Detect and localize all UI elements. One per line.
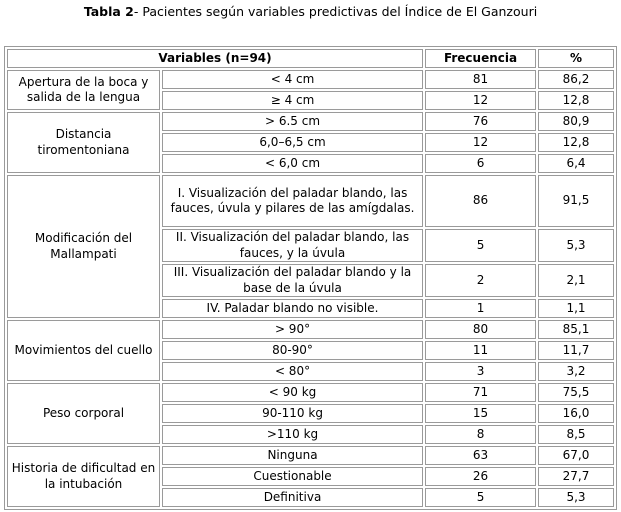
header-percent: %: [538, 49, 614, 68]
frecuencia-cell: 12: [425, 133, 536, 152]
percent-cell: 5,3: [538, 229, 614, 262]
category-cell: < 80°: [162, 362, 423, 381]
table-caption: [0, 4, 621, 20]
category-cell: Ninguna: [162, 446, 423, 465]
header-variables: Variables (n=94): [7, 49, 423, 68]
category-cell: < 6,0 cm: [162, 154, 423, 173]
group-label: Modificación del Mallampati: [7, 175, 160, 318]
category-cell: III. Visualización del paladar blando y la base de la úvula: [162, 264, 423, 297]
header-row: [7, 49, 614, 68]
table-row: [7, 70, 614, 89]
percent-cell: 2,1: [538, 264, 614, 297]
table-row: [7, 446, 614, 465]
table-body: [7, 70, 614, 507]
percent-cell: 80,9: [538, 112, 614, 131]
frecuencia-cell: 71: [425, 383, 536, 402]
percent-cell: 11,7: [538, 341, 614, 360]
frecuencia-cell: 63: [425, 446, 536, 465]
frecuencia-cell: 26: [425, 467, 536, 486]
caption-label: Tabla 2: [83, 4, 134, 19]
group-label: Distancia tiromentoniana: [7, 112, 160, 173]
category-cell: I. Visualización del paladar blando, las fauces, úvula y pilares de las amígdalas.: [162, 175, 423, 227]
table-row: [7, 112, 614, 131]
group-label: Apertura de la boca y salida de la lengua: [7, 70, 160, 110]
frecuencia-cell: 6: [425, 154, 536, 173]
frecuencia-cell: 11: [425, 341, 536, 360]
frecuencia-cell: 80: [425, 320, 536, 339]
percent-cell: 75,5: [538, 383, 614, 402]
category-cell: >110 kg: [162, 425, 423, 444]
frecuencia-cell: 8: [425, 425, 536, 444]
frecuencia-cell: 81: [425, 70, 536, 89]
group-label: Peso corporal: [7, 383, 160, 444]
header-frecuencia: Frecuencia: [425, 49, 536, 68]
category-cell: 6,0–6,5 cm: [162, 133, 423, 152]
frecuencia-cell: 3: [425, 362, 536, 381]
frecuencia-cell: 1: [425, 299, 536, 318]
percent-cell: 12,8: [538, 91, 614, 110]
percent-cell: 1,1: [538, 299, 614, 318]
category-cell: IV. Paladar blando no visible.: [162, 299, 423, 318]
category-cell: 80-90°: [162, 341, 423, 360]
group-label: Movimientos del cuello: [7, 320, 160, 381]
frecuencia-cell: 15: [425, 404, 536, 423]
category-cell: II. Visualización del paladar blando, las fauces, y la úvula: [162, 229, 423, 262]
percent-cell: 85,1: [538, 320, 614, 339]
frecuencia-cell: 5: [425, 229, 536, 262]
table-row: [7, 383, 614, 402]
frecuencia-cell: 76: [425, 112, 536, 131]
percent-cell: 91,5: [538, 175, 614, 227]
percent-cell: 86,2: [538, 70, 614, 89]
percent-cell: 16,0: [538, 404, 614, 423]
frecuencia-cell: 2: [425, 264, 536, 297]
percent-cell: 5,3: [538, 488, 614, 507]
table-row: [7, 320, 614, 339]
frecuencia-cell: 12: [425, 91, 536, 110]
category-cell: > 6.5 cm: [162, 112, 423, 131]
percent-cell: 12,8: [538, 133, 614, 152]
percent-cell: 6,4: [538, 154, 614, 173]
category-cell: 90-110 kg: [162, 404, 423, 423]
category-cell: Cuestionable: [162, 467, 423, 486]
category-cell: < 90 kg: [162, 383, 423, 402]
category-cell: > 90°: [162, 320, 423, 339]
percent-cell: 67,0: [538, 446, 614, 465]
category-cell: ≥ 4 cm: [162, 91, 423, 110]
percent-cell: 3,2: [538, 362, 614, 381]
table-row: [7, 175, 614, 227]
percent-cell: 8,5: [538, 425, 614, 444]
data-table: [4, 46, 617, 510]
percent-cell: 27,7: [538, 467, 614, 486]
caption-text: - Pacientes según variables predictivas del Índice de El Ganzouri: [133, 4, 538, 19]
category-cell: < 4 cm: [162, 70, 423, 89]
frecuencia-cell: 5: [425, 488, 536, 507]
category-cell: Definitiva: [162, 488, 423, 507]
group-label: Historia de dificultad en la intubación: [7, 446, 160, 507]
frecuencia-cell: 86: [425, 175, 536, 227]
